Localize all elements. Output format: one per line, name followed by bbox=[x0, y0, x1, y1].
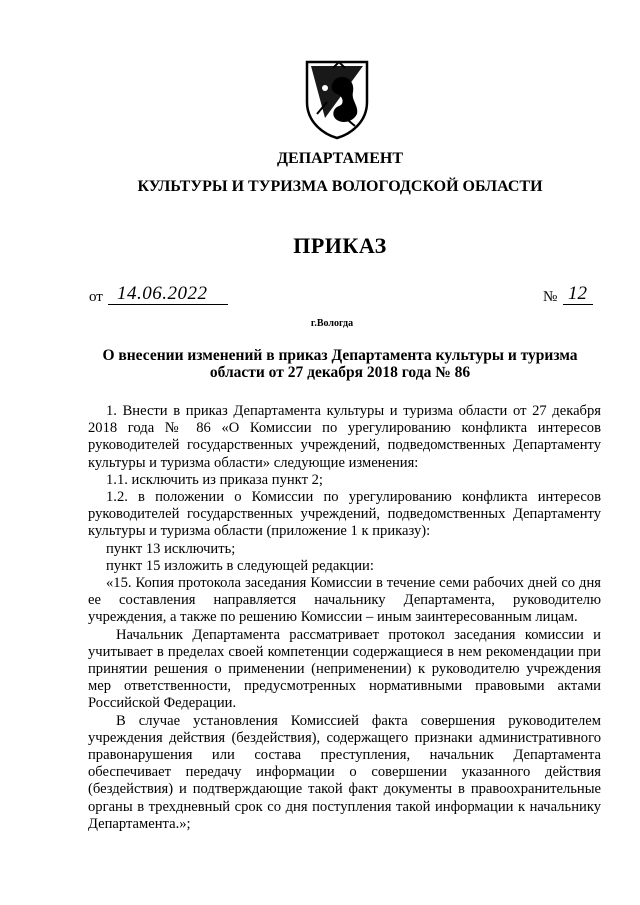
body-paragraph: «15. Копия протокола заседания Комиссии в течение семи рабочих дней со дня ее составления направляется начальнику Департамента, руководителю учреждения, а также по решению Комиссии – иным заинтересованным лицам. bbox=[88, 575, 601, 626]
subject-line1: О внесении изменений в приказ Департамента культуры и туризма bbox=[102, 347, 578, 364]
body-paragraph: пункт 15 изложить в следующей редакции: bbox=[106, 557, 374, 574]
handwritten-date: 14.06.2022 bbox=[117, 283, 208, 304]
body-paragraph: В случае установления Комиссией факта совершения руководителем учреждения действия (бездействия), содержащего признаки административного правонарушения или состава преступления, начальник Департамента обеспечивает передачу информации о совершении указанного действия (бездействия) и подтверждающие такой факт документы в правоохранительные органы в трехдневный срок со дня поступления такой информации к начальнику Департамента.»; bbox=[88, 712, 601, 832]
body-paragraph: 1.1. исключить из приказа пункт 2; bbox=[106, 471, 323, 488]
date-prefix: от bbox=[89, 289, 103, 305]
coat-of-arms-icon bbox=[303, 58, 371, 140]
date-number-row bbox=[0, 283, 640, 309]
city-label: г.Вологда bbox=[310, 318, 354, 329]
body-paragraph: 1.2. в положении о Комиссии по урегулированию конфликта интересов руководителей государственных учреждений, подведомственных Департаменту культуры и туризма области (приложение 1 к приказу): bbox=[88, 489, 601, 540]
subject-line2: области от 27 декабря 2018 года № 86 bbox=[209, 364, 471, 381]
date-underline bbox=[108, 304, 228, 305]
body-paragraph: Начальник Департамента рассматривает протокол заседания комиссии и учитывает в пределах своей компетенции содержащиеся в нем рекомендации при принятии решения о применении (неприменении) к руководителю учреждения мер ответственности, предусмотренных нормативными правовыми актами Российской Федерации. bbox=[88, 626, 601, 712]
body-paragraph: пункт 13 исключить; bbox=[106, 540, 236, 557]
handwritten-number: 12 bbox=[568, 283, 587, 304]
department-name-line2: КУЛЬТУРЫ И ТУРИЗМА ВОЛОГОДСКОЙ ОБЛАСТИ bbox=[137, 178, 543, 195]
department-name-line1: ДЕПАРТАМЕНТ bbox=[277, 150, 403, 167]
number-underline bbox=[563, 304, 593, 305]
document-type-title: ПРИКАЗ bbox=[293, 233, 387, 258]
document-body bbox=[88, 403, 601, 833]
number-prefix: № bbox=[543, 289, 558, 305]
body-paragraph: 1. Внести в приказ Департамента культуры и туризма области от 27 декабря 2018 года № 86 «О Комиссии по урегулированию конфликта интересов руководителей государственных учреждений, подведомственных Департаменту культуры и туризма области» следующие изменения: bbox=[88, 403, 601, 471]
